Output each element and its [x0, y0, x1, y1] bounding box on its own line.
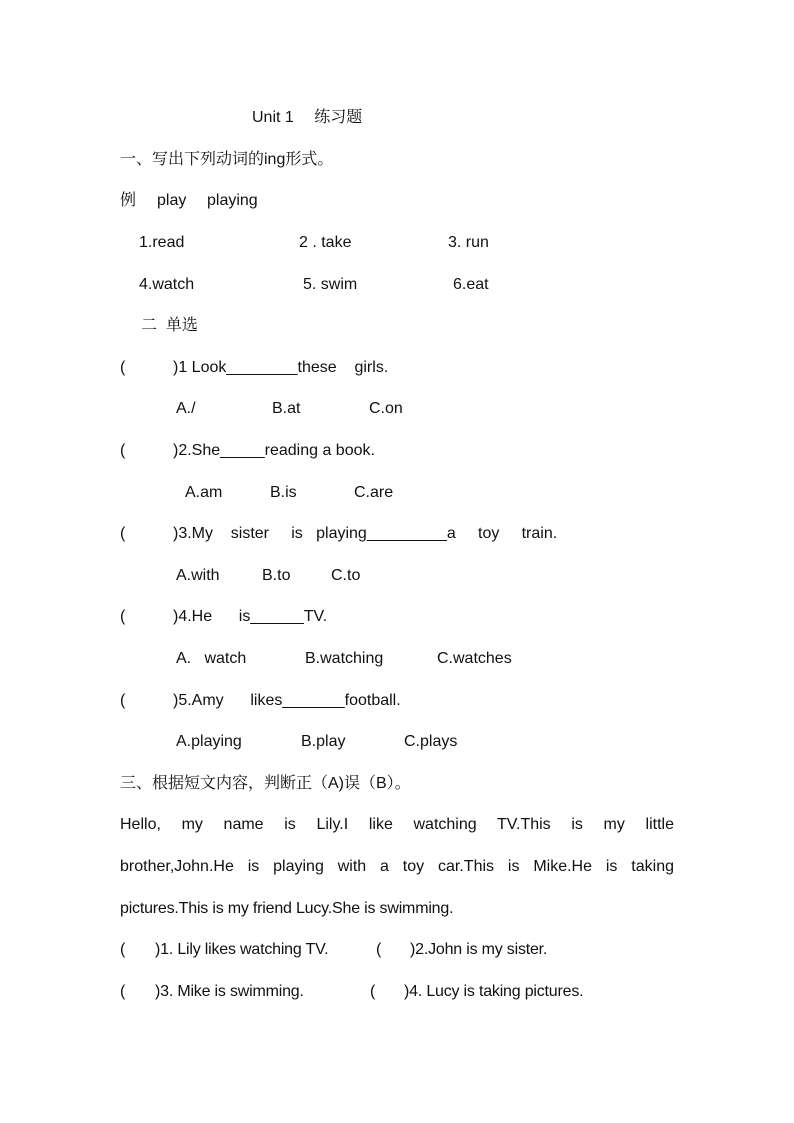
verb-item: 6.eat — [453, 276, 489, 293]
passage-line: pictures.This is my friend Lucy.She is swimming. — [120, 900, 454, 917]
option-b: B.play — [301, 733, 346, 750]
option-b: B.is — [270, 484, 297, 501]
option-b: B.watching — [305, 650, 384, 667]
question-stem: )5.Amy likes_______football. — [173, 692, 401, 709]
option-a: A.with — [176, 567, 220, 584]
option-a: A./ — [176, 400, 196, 417]
statement-text: )4. Lucy is taking pictures. — [404, 983, 584, 1000]
page-title: Unit 1 练习题 — [252, 109, 363, 126]
answer-paren: ( — [120, 359, 126, 376]
option-c: C.are — [354, 484, 394, 501]
statement-text: )2.John is my sister. — [410, 941, 548, 958]
option-a: A.am — [185, 484, 223, 501]
section3-heading: 三、根据短文内容，判断正（A)误（B）。 — [120, 775, 411, 792]
question-stem: )4.He is______TV. — [173, 608, 328, 625]
option-b: B.at — [272, 400, 301, 417]
section1-heading: 一、写出下列动词的ing形式。 — [120, 151, 334, 168]
answer-paren: ( — [120, 442, 126, 459]
question-stem: )1 Look________these girls. — [173, 359, 389, 376]
verb-item: 2 . take — [299, 234, 352, 251]
example-ing-form: playing — [207, 192, 258, 209]
option-c: C.on — [369, 400, 403, 417]
answer-paren: ( — [120, 692, 126, 709]
option-c: C.watches — [437, 650, 512, 667]
verb-item: 1.read — [139, 234, 185, 251]
example-base-verb: play — [157, 192, 187, 209]
question-stem: )2.She_____reading a book. — [173, 442, 375, 459]
passage-line: brother,John.He is playing with a toy car.This is Mike.He is taking — [120, 858, 674, 875]
passage-line: Hello, my name is Lily.I like watching TV.This is my little — [120, 816, 674, 833]
answer-paren: ( — [120, 941, 126, 958]
option-a: A. watch — [176, 650, 247, 667]
example-label: 例 — [120, 192, 137, 209]
statement-text: )1. Lily likes watching TV. — [155, 941, 329, 958]
answer-paren: ( — [370, 983, 376, 1000]
answer-paren: ( — [120, 608, 126, 625]
option-c: C.plays — [404, 733, 458, 750]
option-a: A.playing — [176, 733, 242, 750]
statement-text: )3. Mike is swimming. — [155, 983, 304, 1000]
verb-item: 4.watch — [139, 276, 195, 293]
answer-paren: ( — [120, 983, 126, 1000]
answer-paren: ( — [120, 525, 126, 542]
option-b: B.to — [262, 567, 291, 584]
verb-item: 5. swim — [303, 276, 358, 293]
answer-paren: ( — [376, 941, 382, 958]
option-c: C.to — [331, 567, 361, 584]
section2-heading: 二 单选 — [141, 317, 198, 334]
verb-item: 3. run — [448, 234, 489, 251]
question-stem: )3.My sister is playing_________a toy train. — [173, 525, 558, 542]
